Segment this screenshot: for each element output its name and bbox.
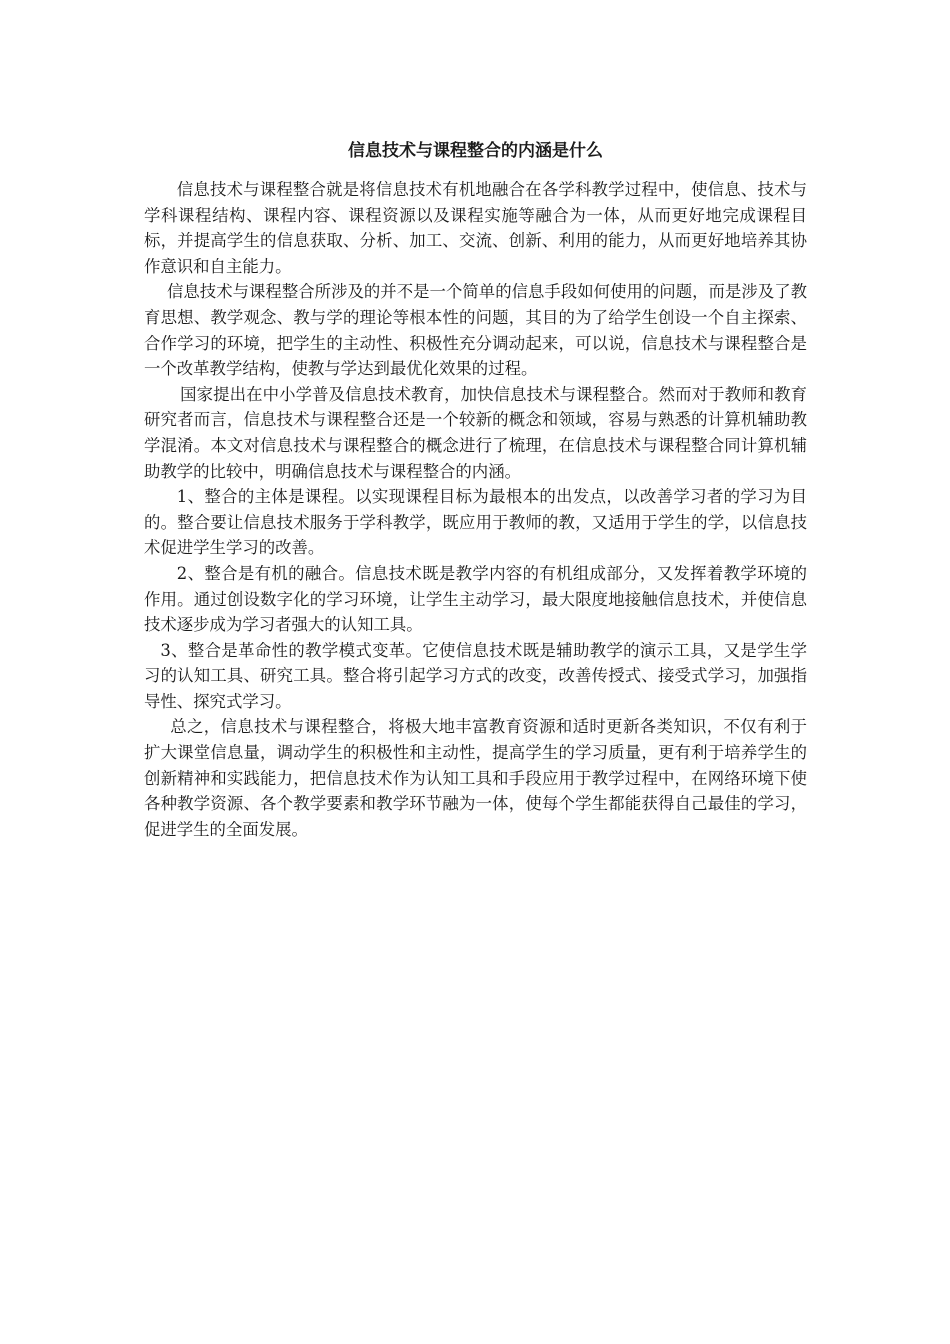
document-body <box>144 177 807 842</box>
paragraph-conclusion: 总之，信息技术与课程整合，将极大地丰富教育资源和适时更新各类知识，不仅有利于扩大课堂信息量，调动学生的积极性和主动性，提高学生的学习质量，更有利于培养学生的创新精神和实践能力，把信息技术作为认知工具和手段应用于教学过程中，在网络环境下使各种教学资源、各个教学要素和教学环节融为一体，使每个学生都能获得自己最佳的学习，促进学生的全面发展。 <box>144 717 807 839</box>
document-title: 信息技术与课程整合的内涵是什么 <box>348 141 603 161</box>
paragraph-point-1: 1、整合的主体是课程。以实现课程目标为最根本的出发点，以改善学习者的学习为目的。整合要让信息技术服务于学科教学，既应用于教师的教，又适用于学生的学，以信息技术促进学生学习的改善。 <box>144 487 807 558</box>
paragraph-scope: 信息技术与课程整合所涉及的并不是一个简单的信息手段如何使用的问题，而是涉及了教育思想、教学观念、教与学的理论等根本性的问题，其目的为了给学生创设一个自主探索、合作学习的环境，把学生的主动性、积极性充分调动起来，可以说，信息技术与课程整合是一个改革教学结构，使教与学达到最优化效果的过程。 <box>144 282 807 379</box>
paragraph-point-3: 3、整合是革命性的教学模式变革。它使信息技术既是辅助教学的演示工具，又是学生学习的认知工具、研究工具。整合将引起学习方式的改变，改善传授式、接受式学习，加强指导性、探究式学习。 <box>144 640 807 711</box>
paragraph-point-2: 2、整合是有机的融合。信息技术既是教学内容的有机组成部分，又发挥着教学环境的作用。通过创设数字化的学习环境，让学生主动学习，最大限度地接触信息技术，并使信息技术逐步成为学习者强大的认知工具。 <box>144 563 807 635</box>
paragraph-intro-definition: 信息技术与课程整合就是将信息技术有机地融合在各学科教学过程中，使信息、技术与学科课程结构、课程内容、课程资源以及课程实施等融合为一体，从而更好地完成课程目标，并提高学生的信息获取、分析、加工、交流、创新、利用的能力，从而更好地培养其协作意识和自主能力。 <box>144 180 807 276</box>
paragraph-background: 国家提出在中小学普及信息技术教育，加快信息技术与课程整合。然而对于教师和教育研究者而言，信息技术与课程整合还是一个较新的概念和领域，容易与熟悉的计算机辅助教学混淆。本文对信息技术与课程整合的概念进行了梳理，在信息技术与课程整合同计算机辅助教学的比较中，明确信息技术与课程整合的内涵。 <box>144 384 807 481</box>
